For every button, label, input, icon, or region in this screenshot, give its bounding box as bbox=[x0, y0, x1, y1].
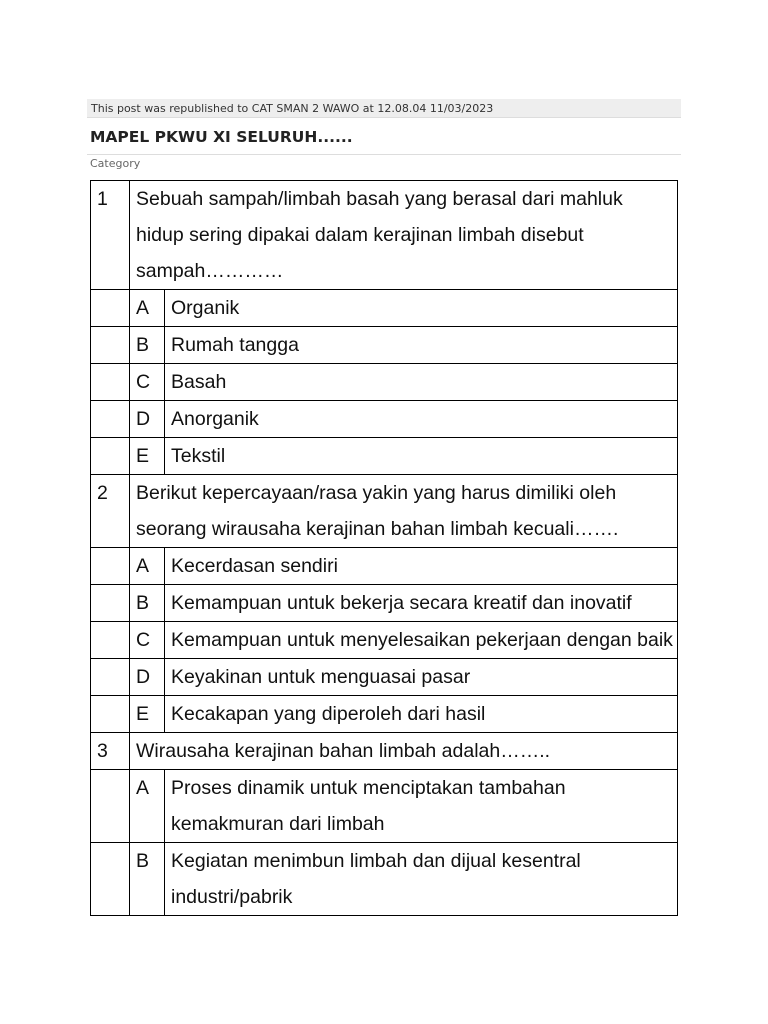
question-text: Wirausaha kerajinan bahan limbah adalah…….. bbox=[130, 733, 678, 770]
blank-cell bbox=[91, 438, 130, 475]
republish-notice: This post was republished to CAT SMAN 2 WAWO at 12.08.04 11/03/2023 bbox=[87, 99, 681, 118]
option-row bbox=[91, 585, 678, 622]
option-letter: A bbox=[130, 770, 165, 843]
category-label: Category bbox=[90, 157, 141, 170]
option-letter: A bbox=[130, 548, 165, 585]
option-text: Tekstil bbox=[165, 438, 678, 475]
option-text: Kecakapan yang diperoleh dari hasil bbox=[165, 696, 678, 733]
option-row bbox=[91, 364, 678, 401]
question-text: Berikut kepercayaan/rasa yakin yang harus dimiliki oleh seorang wirausaha kerajinan bahan limbah kecuali……. bbox=[130, 475, 678, 548]
option-row bbox=[91, 659, 678, 696]
option-text: Kemampuan untuk bekerja secara kreatif dan inovatif bbox=[165, 585, 678, 622]
page-title: MAPEL PKWU XI SELURUH...... bbox=[90, 128, 353, 146]
quiz-table bbox=[90, 180, 678, 916]
question-number: 1 bbox=[91, 181, 130, 290]
blank-cell bbox=[91, 585, 130, 622]
question-number: 2 bbox=[91, 475, 130, 548]
option-letter: B bbox=[130, 585, 165, 622]
option-letter: A bbox=[130, 290, 165, 327]
blank-cell bbox=[91, 364, 130, 401]
question-number: 3 bbox=[91, 733, 130, 770]
question-text: Sebuah sampah/limbah basah yang berasal dari mahluk hidup sering dipakai dalam kerajinan limbah disebut sampah………… bbox=[130, 181, 678, 290]
blank-cell bbox=[91, 327, 130, 364]
option-row bbox=[91, 290, 678, 327]
option-row bbox=[91, 696, 678, 733]
blank-cell bbox=[91, 659, 130, 696]
option-letter: C bbox=[130, 364, 165, 401]
option-letter: C bbox=[130, 622, 165, 659]
option-row bbox=[91, 327, 678, 364]
option-row bbox=[91, 438, 678, 475]
option-letter: D bbox=[130, 401, 165, 438]
option-text: Kecerdasan sendiri bbox=[165, 548, 678, 585]
blank-cell bbox=[91, 770, 130, 843]
option-text: Kemampuan untuk menyelesaikan pekerjaan dengan baik bbox=[165, 622, 678, 659]
title-divider bbox=[87, 154, 681, 155]
option-text: Organik bbox=[165, 290, 678, 327]
option-row bbox=[91, 548, 678, 585]
option-row bbox=[91, 401, 678, 438]
option-text: Proses dinamik untuk menciptakan tambahan kemakmuran dari limbah bbox=[165, 770, 678, 843]
option-letter: B bbox=[130, 327, 165, 364]
option-letter: D bbox=[130, 659, 165, 696]
option-text: Anorganik bbox=[165, 401, 678, 438]
option-text: Kegiatan menimbun limbah dan dijual kesentral industri/pabrik bbox=[165, 843, 678, 916]
option-letter: E bbox=[130, 696, 165, 733]
blank-cell bbox=[91, 843, 130, 916]
option-text: Keyakinan untuk menguasai pasar bbox=[165, 659, 678, 696]
blank-cell bbox=[91, 401, 130, 438]
question-row bbox=[91, 475, 678, 548]
blank-cell bbox=[91, 696, 130, 733]
option-letter: B bbox=[130, 843, 165, 916]
blank-cell bbox=[91, 622, 130, 659]
option-letter: E bbox=[130, 438, 165, 475]
option-text: Rumah tangga bbox=[165, 327, 678, 364]
question-row bbox=[91, 181, 678, 290]
option-row bbox=[91, 622, 678, 659]
blank-cell bbox=[91, 290, 130, 327]
question-row bbox=[91, 733, 678, 770]
option-row bbox=[91, 770, 678, 843]
option-row bbox=[91, 843, 678, 916]
option-text: Basah bbox=[165, 364, 678, 401]
blank-cell bbox=[91, 548, 130, 585]
